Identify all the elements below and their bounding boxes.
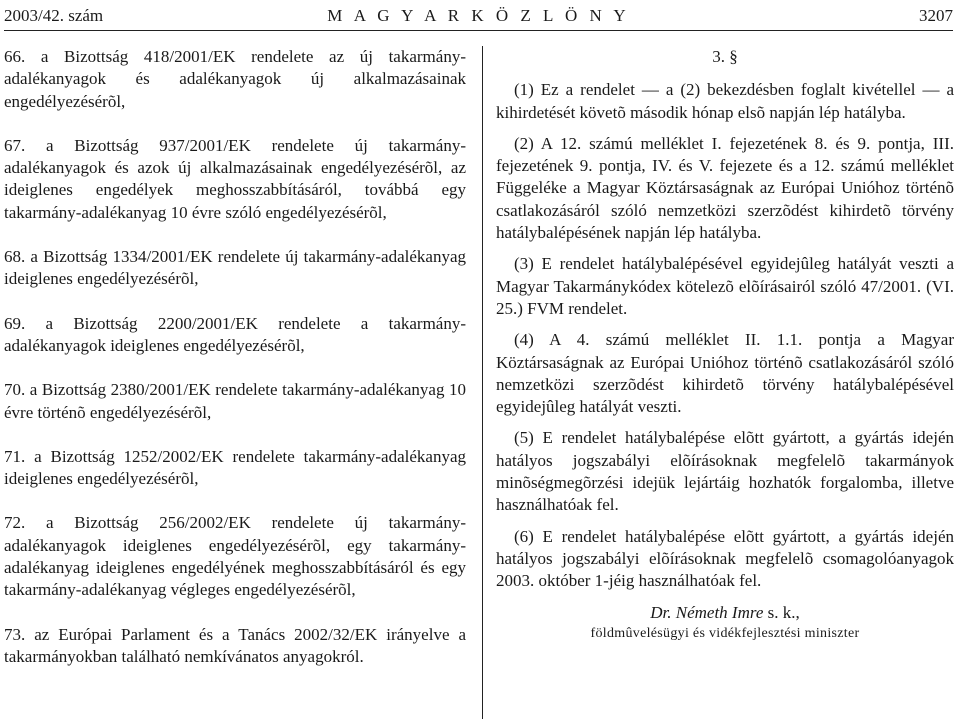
section-heading: 3. § [712,47,738,66]
list-item: 70. a Bizottság 2380/2001/EK rendelete takarmány-adalékanyag 10 évre történõ engedélyezésérõl, [4,380,466,422]
publication-title: M A G Y A R K Ö Z L Ö N Y [327,6,630,25]
page-header [4,4,953,28]
signature-block [496,602,954,644]
list-item: 66. a Bizottság 418/2001/EK rendelete az új takarmány-adalékanyagok és adalékanyagok új alkalmazásainak engedélyezésérõl, [4,47,466,111]
list-item: 67. a Bizottság 937/2001/EK rendelete új takarmány-adalékanyagok és azok új alkalmazásainak engedélyezésérõl, az ideiglenes engedélyek meghosszabbításáról, továbbá egy takarmány-adalékanyag 10 évre szóló engedélyezésérõl, [4,135,466,222]
header-rule [4,30,953,31]
paragraph: (4) A 4. számú melléklet II. 1.1. pontja a Magyar Köztársaságnak az Európai Unióhoz történõ csatlakozásáról szóló nemzetközi szerzõdést kihirdetõ törvény hatálybalépésével egyidejûleg hatályát veszti. [496,330,954,417]
paragraph: (6) E rendelet hatálybalépése elõtt gyártott, a gyártás idején hatályos jogszabályi elõírásoknak megfelelõ csomagolóanyagok 2003. október 1-jéig használhatóak fel. [496,526,954,591]
paragraph: (1) Ez a rendelet — a (2) bekezdésben foglalt kivétellel — a kihirdetését követõ második hónap elsõ napján lép hatályba. [496,80,954,122]
paragraph: (2) A 12. számú melléklet I. fejezetének 8. és 9. pontja, III. fejezetének 9. pontja, IV. és V. fejezete és a 12. számú melléklet Függeléke a Magyar Köztársaságnak az Európai Unióhoz történõ csatlakozásáról szóló nemzetközi szerzõdést kihirdetõ törvény hatálybalépésének napján lép hatályba. [496,133,954,243]
paragraph: (3) E rendelet hatálybalépésével egyidejûleg hatályát veszti a Magyar Takarmánykódex kötelezõ elõírásairól szóló 47/2001. (VI. 25.) FVM rendelet. [496,254,954,318]
list-item: 68. a Bizottság 1334/2001/EK rendelete új takarmány-adalékanyag ideiglenes engedélyezésérõl, [4,247,466,289]
signatory-suffix: s. k., [763,602,800,622]
list-item: 69. a Bizottság 2200/2001/EK rendelete a takarmány-adalékanyagok ideiglenes engedélyezésérõl, [4,313,466,355]
signature-line [496,602,954,623]
paragraph: (5) E rendelet hatálybalépése elõtt gyártott, a gyártás idején hatályos jogszabályi elõírásoknak megfelelõ takarmányok minõségmegõrzési idejük lejártáig hozhatók forgalomba, illetve használhatóak fel. [496,428,954,515]
list-item: 73. az Európai Parlament és a Tanács 2002/32/EK irányelve a takarmányokban található nemkívánatos anyagokról. [4,624,466,666]
right-column [496,46,954,644]
list-item: 72. a Bizottság 256/2002/EK rendelete új takarmány-adalékanyagok ideiglenes engedélyezésérõl, egy takarmány-adalékanyag ideiglenes engedélyének meghosszabbításáról és egy takarmány-adalékanyag végleges engedélyezésérõl, [4,513,466,600]
signatory-title: földmûvelésügyi és vidékfejlesztési miniszter [590,625,860,641]
page-number: 3207 [919,6,953,25]
list-item: 71. a Bizottság 1252/2002/EK rendelete takarmány-adalékanyag ideiglenes engedélyezésérõl, [4,446,466,489]
column-divider [482,46,483,719]
signatory-name: Dr. Németh Imre [650,602,764,622]
left-column [4,46,466,690]
issue-number: 2003/42. szám [4,6,104,25]
